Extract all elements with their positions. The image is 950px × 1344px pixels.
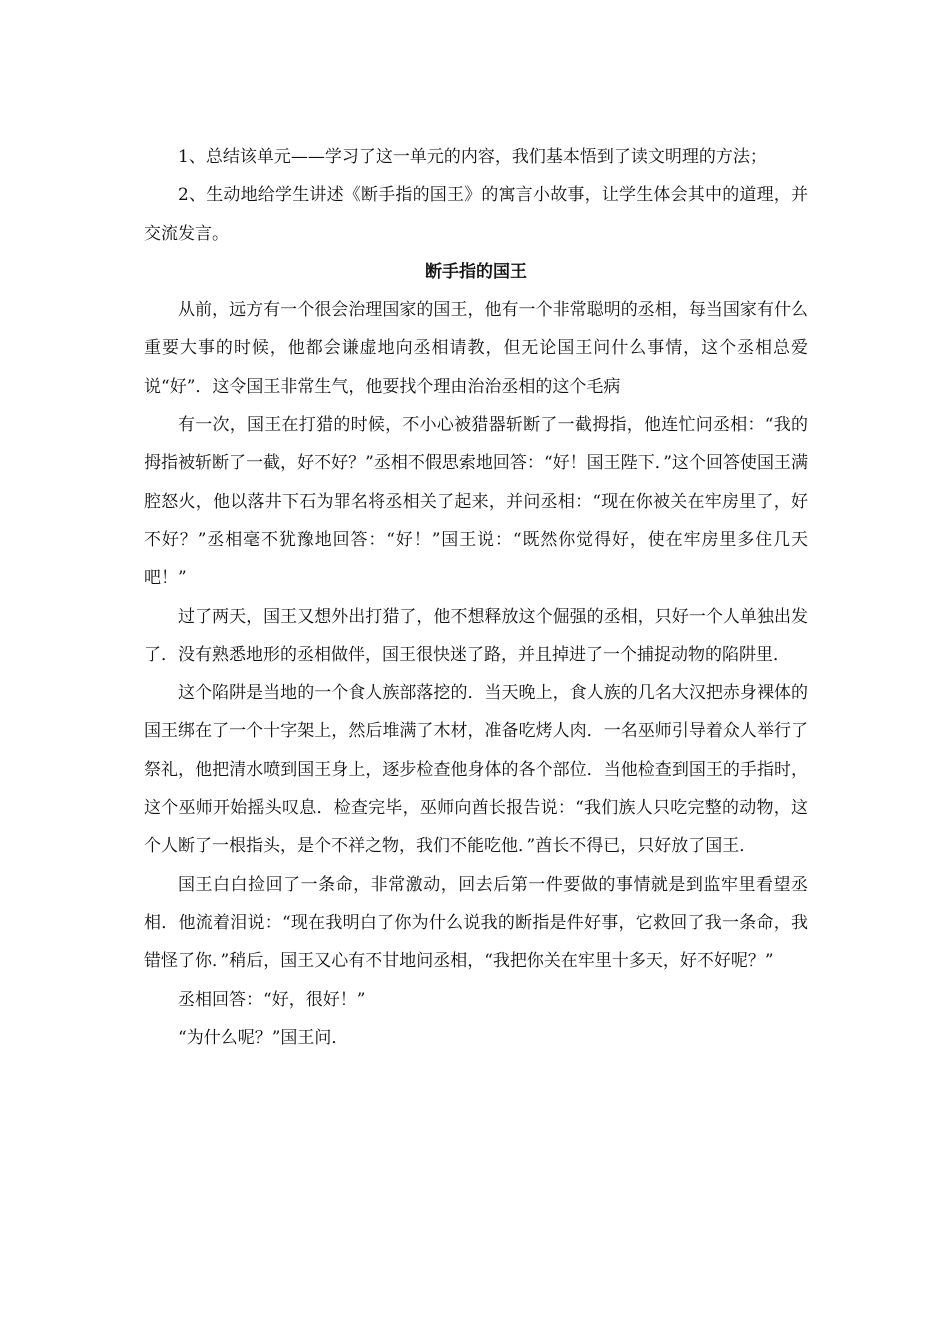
story-paragraph: “为什么呢？”国王问． xyxy=(178,1027,349,1048)
story-paragraph: 有一次，国王在打猎的时候，不小心被猎器斩断了一截拇指，他连忙问丞相：“我的拇指被斩断了一截，好不好？”丞相不假思索地回答：“好！国王陛下．”这个回答使国王满腔怒火，他以落井下石为罪名将丞相关了起来，并问丞相：“现在你被关在牢房里了，好不好？”丞相毫不犹豫地回答：“好！”国王说：“既然你觉得好，使在牢房里多住几天吧！” xyxy=(144,415,808,589)
intro-item-1: 1、总结该单元——学习了这一单元的内容，我们基本悟到了读文明理的方法； xyxy=(178,147,767,167)
intro-item-2: 2、生动地给学生讲述《断手指的国王》的寓言小故事，让学生体会其中的道理，并交流发言。 xyxy=(144,185,808,244)
story-title: 断手指的国王 xyxy=(425,261,527,282)
story-paragraph: 过了两天，国王又想外出打猎了，他不想释放这个倔强的丞相，只好一个人单独出发了．没有熟悉地形的丞相做伴，国王很快迷了路，并且掉进了一个捕捉动物的陷阱里． xyxy=(144,606,808,665)
story-paragraph: 这个陷阱是当地的一个食人族部落挖的．当天晚上，食人族的几名大汉把赤身裸体的国王绑在了一个十字架上，然后堆满了木材，准备吃烤人肉．一名巫师引导着众人举行了祭礼，他把清水喷到国王身上，逐步检查他身体的各个部位．当他检查到国王的手指时，这个巫师开始摇头叹息．检查完毕，巫师向酋长报告说：“我们族人只吃完整的动物，这个人断了一根指头，是个不祥之物，我们不能吃他．”酋长不得已，只好放了国王． xyxy=(144,683,808,857)
story-paragraph: 丞相回答：“好，很好！” xyxy=(178,989,366,1010)
story-paragraph: 国王白白捡回了一条命，非常激动，回去后第一件要做的事情就是到监牢里看望丞相．他流着泪说：“现在我明白了你为什么说我的断指是件好事，它救回了我一条命，我错怪了你．”稍后，国王又心有不甘地问丞相，“我把你关在牢里十多天，好不好呢？” xyxy=(144,874,808,972)
story-paragraph: 从前，远方有一个很会治理国家的国王，他有一个非常聪明的丞相，每当国家有什么重要大事的时候，他都会谦虚地向丞相请教，但无论国王问什么事情，这个丞相总爱说“好”．这令国王非常生气，他要找个理由治治丞相的这个毛病 xyxy=(144,300,808,397)
document-body xyxy=(144,138,808,1057)
